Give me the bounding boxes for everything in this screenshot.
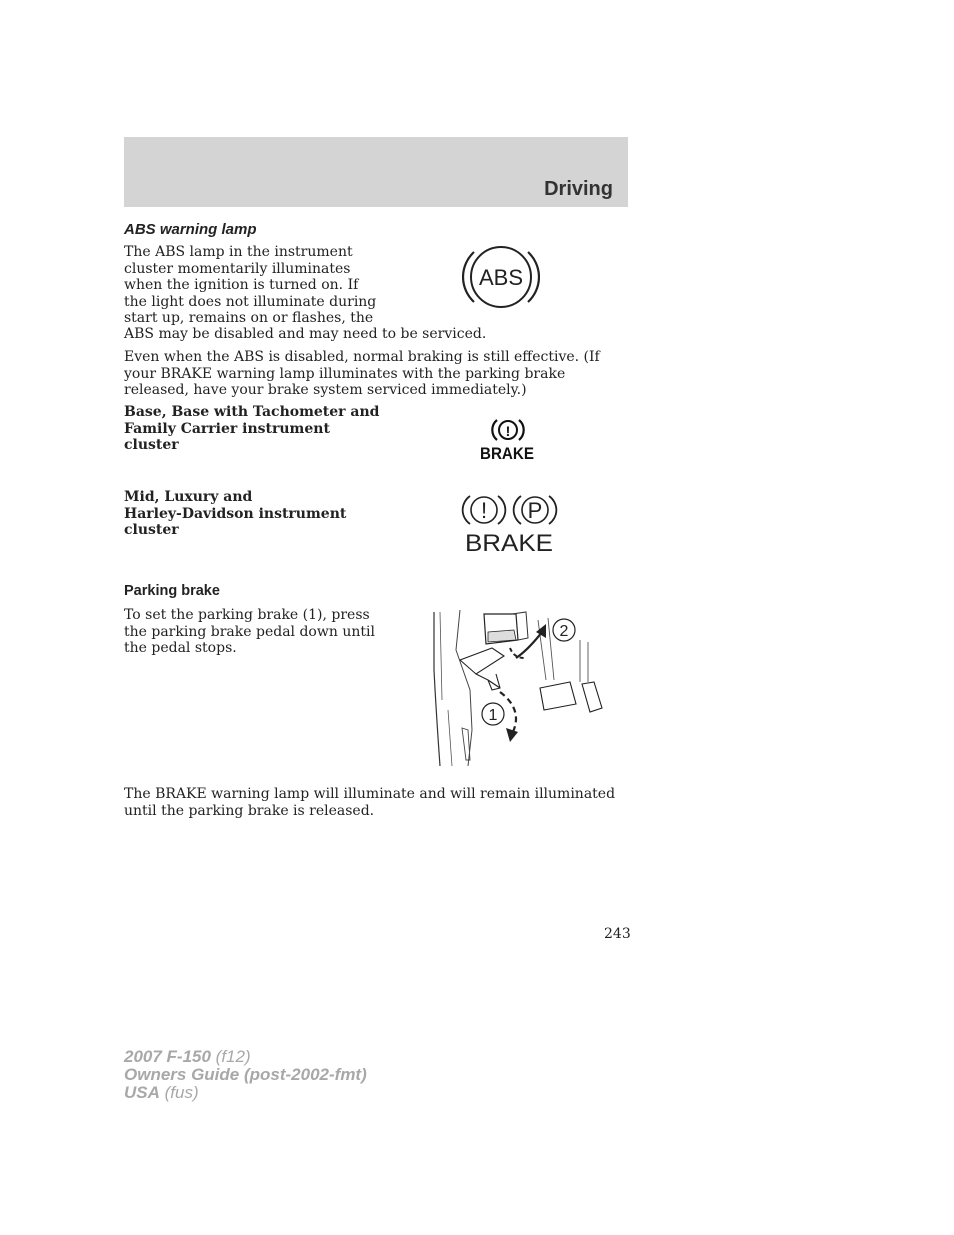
document-footer: 2007 F-150 (f12) Owners Guide (post-2002-fmt) USA (fus): [124, 1047, 367, 1102]
svg-text:BRAKE: BRAKE: [480, 444, 534, 462]
section-title: Driving: [544, 178, 613, 200]
parking-brake-illustration: [430, 610, 606, 772]
parking-brake-heading: Parking brake: [124, 583, 220, 599]
brake-warning-icon: [478, 416, 538, 466]
brake-park-warning-icon: [460, 491, 560, 559]
svg-text:ABS: ABS: [478, 265, 524, 290]
svg-text:BRAKE: BRAKE: [465, 530, 553, 555]
cluster-label-mid: Mid, Luxury and Harley-Davidson instrument cluster: [124, 489, 347, 538]
parking-brake-paragraph: To set the parking brake (1), press the parking brake pedal down until the pedal stops.: [124, 607, 375, 656]
svg-text:1: 1: [488, 707, 498, 724]
abs-paragraph-2: Even when the ABS is disabled, normal braking is still effective. (If your BRAKE warning lamp illuminates with the parking brake released, have your brake system serviced immediately.): [124, 349, 600, 398]
cluster-label-base: Base, Base with Tachometer and Family Carrier instrument cluster: [124, 404, 380, 453]
page-header: [124, 137, 628, 207]
abs-warning-heading: ABS warning lamp: [124, 221, 257, 238]
parking-brake-closing-paragraph: The BRAKE warning lamp will illuminate and will remain illuminated until the parking brake is released.: [124, 786, 616, 819]
svg-text:2: 2: [559, 623, 569, 640]
abs-paragraph-1: The ABS lamp in the instrument cluster momentarily illuminates when the ignition is turned on. If the light does not illuminate during start up, remains on or flashes, the: [124, 244, 377, 326]
abs-icon: [462, 244, 540, 314]
svg-text:P: P: [527, 498, 543, 523]
svg-text:!: !: [505, 423, 511, 439]
svg-text:!: !: [480, 498, 488, 523]
abs-paragraph-1-tail: ABS may be disabled and may need to be serviced.: [124, 326, 487, 342]
page-number: 243: [604, 926, 631, 942]
